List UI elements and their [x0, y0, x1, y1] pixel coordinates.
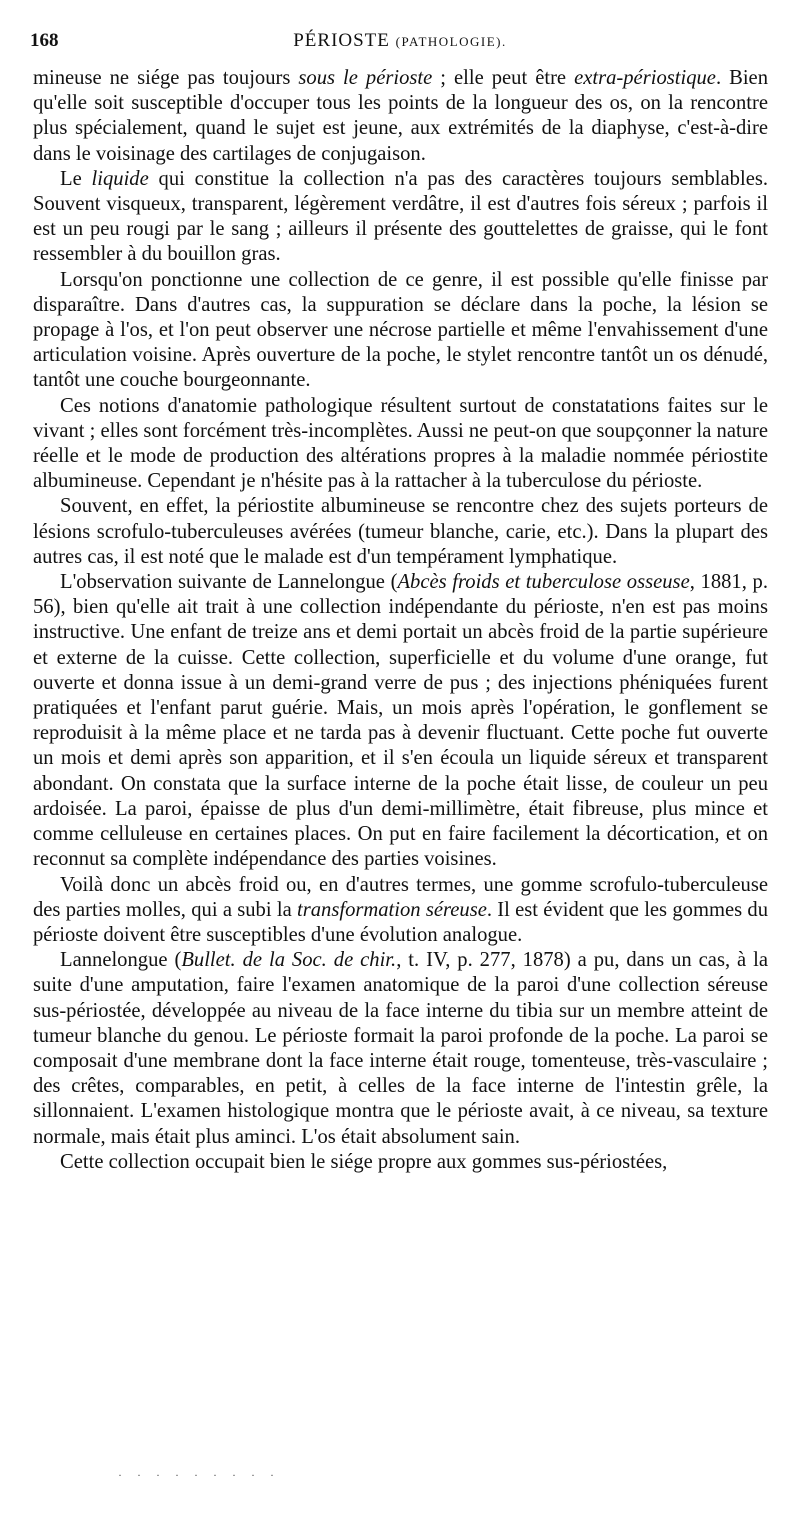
text-segment: , 1881, p. 56), bien qu'elle ait trait à une collection indépendante du périoste, n'en est pas moins instructive. Une enfant de treize ans et demi portait un abcès froid de la partie supérieure et externe de la cuisse. Cette collection, superficielle et du volume d'une orange, fut ouverte et donna issue à un demi-grand verre de pus ; des injections phéniquées furent pratiquées et l'enfant parut guérie. Mais, un mois après l'opération, le gonflement se reproduisit à la même place et ne tarda pas à devenir fluctuant. Cette poche fut ouverte un mois et demi après son apparition, et il s'en écoula un liquide séreux et transparent abondant. On constata que la surface interne de la poche était lisse, de couleur un peu ardoisée. La paroi, épaisse de plus d'un demi-millimètre, était fibreuse, plus mince et comme celluleuse en certaines places. On put en faire facilement la décortication, et on reconnut sa complète indépendance des parties voisines. — [33, 571, 768, 871]
text-segment: . Bien qu'elle soit susceptible d'occuper tous les points de la longueur des os, on la rencontre plus spécialement, quand le sujet est jeune, aux extrémités de la diaphyse, c'est-à-dire dans le voisinage des cartilages de conjugaison. — [33, 67, 768, 165]
text-segment: qui constitue la collection n'a pas des caractères toujours semblables. Souvent visqueux, transparent, légèrement verdâtre, il est d'autres fois séreux ; parfois il est un peu rougi par le sang ; ailleurs il présente des gouttelettes de graisse, qui le font ressembler à du bouillon gras. — [33, 167, 768, 266]
text-segment: Lorsqu'on ponctionne une collection de ce genre, il est possible qu'elle finisse par disparaître. Dans d'autres cas, la suppuration se déclare dans la poche, la lésion se propage à l'os, et l'on peut observer une nécrose partielle et même l'envahissement d'une articulation voisine. Après ouverture de la poche, le stylet rencontre tantôt un os dénudé, tantôt une couche bourgeonnante. — [33, 268, 768, 392]
text-segment: Le — [60, 167, 92, 190]
text-segment: . Il est évident que les gommes du périoste doivent être susceptibles d'une évolution analogue. — [33, 898, 769, 946]
paragraph — [33, 570, 768, 872]
footer-marks: · · · · · · · · · — [118, 1468, 280, 1482]
paragraph — [33, 268, 768, 394]
italic-text: liquide — [91, 167, 149, 190]
running-title — [30, 30, 770, 52]
page-header — [30, 30, 770, 60]
running-title-main: PÉRIOSTE — [293, 30, 390, 51]
paragraph — [33, 873, 768, 949]
running-title-subtitle: (PATHOLOGIE). — [395, 34, 507, 49]
text-segment: Ces notions d'anatomie pathologique résultent surtout de constatations faites sur le vivant ; elles sont forcément très-incomplètes. Aussi ne peut-on que soupçonner la nature réelle et le mode de production des altérations propres à la maladie nommée périostite albumineuse. Cependant je n'hésite pas à la rattacher à la tuberculose du périoste. — [33, 394, 768, 493]
paragraph — [33, 394, 768, 495]
text-segment: ; elle peut être — [432, 67, 575, 89]
text-segment: Cette collection occupait bien le siége propre aux gommes sus-périostées, — [60, 1150, 668, 1173]
italic-text: extra-périostique — [574, 67, 716, 89]
text-segment: mineuse ne siége pas toujours — [33, 67, 299, 89]
paragraph — [33, 66, 768, 167]
text-segment: Voilà donc un abcès froid ou, en d'autres termes, une gomme scrofulo-tuberculeuse des parties molles, qui a subi la — [33, 873, 768, 921]
italic-text: Abcès froids et tuberculose osseuse — [397, 571, 690, 594]
paragraph — [33, 494, 768, 570]
text-segment: L'observation suivante de Lannelongue ( — [60, 571, 398, 594]
body-text — [33, 66, 768, 1175]
paragraph — [33, 167, 768, 268]
text-segment: , t. IV, p. 277, 1878) a pu, dans un cas, à la suite d'une amputation, faire l'examen anatomique de la paroi d'une collection séreuse sus-périostée, développée au niveau de la face interne du tibia sur un membre atteint de tumeur blanche du genou. Le périoste formait la paroi profonde de la poche. La paroi se composait d'une membrane dont la face interne était rouge, tomenteuse, très-vasculaire ; des crêtes, comparables, en petit, à celles de la face interne de l'intestin grêle, la sillonnaient. L'examen histologique montra que le périoste avait, à ce niveau, sa texture normale, mais était plus aminci. L'os était absolument sain. — [33, 949, 768, 1148]
italic-text: Bullet. de la Soc. de chir. — [181, 949, 397, 972]
paragraph — [33, 1150, 768, 1175]
italic-text: sous le périoste — [298, 67, 433, 89]
text-segment: Lannelongue ( — [60, 949, 182, 972]
italic-text: transformation séreuse — [297, 898, 487, 921]
paragraph — [33, 948, 768, 1150]
text-segment: Souvent, en effet, la périostite albumineuse se rencontre chez des sujets porteurs de lésions scrofulo-tuberculeuses avérées (tumeur blanche, carie, etc.). Dans la plupart des autres cas, il est noté que le malade est d'un tempérament lymphatique. — [33, 495, 768, 568]
page-number: 168 — [30, 30, 59, 51]
